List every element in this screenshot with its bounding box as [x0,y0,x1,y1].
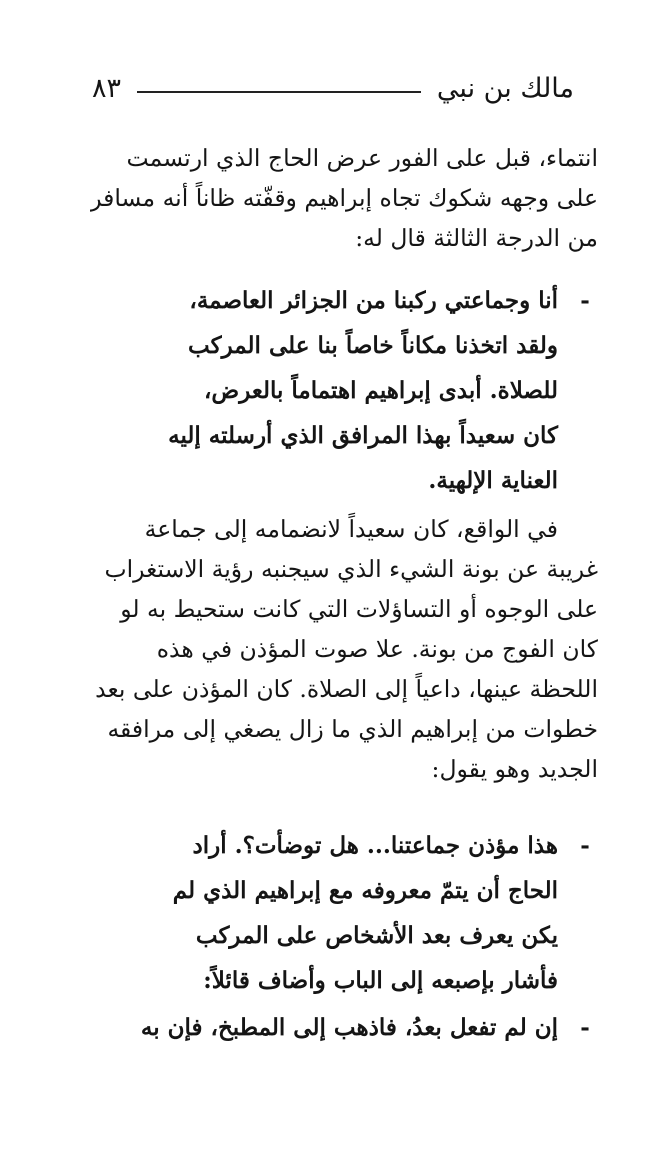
paragraph-line: على وجهه شكوك تجاه إبراهيم وقفّته ظاناً أنه مسافر [90,184,598,212]
paragraph-line: انتماء، قبل على الفور عرض الحاج الذي ارتسمت [126,144,598,172]
paragraph-line: على الوجوه أو التساؤلات التي كانت ستحيط به لو [120,595,598,623]
quote-line-text: يكن يعرف بعد الأشخاص على المركب [195,922,558,949]
quote-line-text: ولقد اتخذنا مكاناً خاصاً بنا على المركب [188,332,558,359]
header-rule [137,91,421,93]
running-title: مالك بن نبي [436,72,574,104]
paragraph-line: من الدرجة الثالثة قال له: [355,224,598,252]
quote-line-text: الحاج أن يتمّ معروفه مع إبراهيم الذي لم [172,877,558,904]
quote-line [90,1005,598,1050]
dialogue-dash: - [580,287,590,314]
dialogue-quote-3 [90,1005,598,1050]
quote-line [90,278,598,323]
paragraph-line: اللحظة عينها، داعياً إلى الصلاة. كان المؤذن على بعد [95,675,598,703]
page-header [92,68,574,108]
quote-line-text: للصلاة. أبدى إبراهيم اهتماماً بالعرض، [203,377,558,404]
quote-line [90,413,598,458]
dialogue-quote-1 [90,278,598,503]
dialogue-quote-2 [90,823,598,1003]
quote-line-text: العناية الإلهية. [428,467,558,494]
quote-line [90,913,598,958]
paragraph-line-text: في الواقع، كان سعيداً لانضمامه إلى جماعة [144,515,558,543]
page-number: ٨٣ [92,72,122,104]
quote-line [90,868,598,913]
paragraph-line: غريبة عن بونة الشيء الذي سيجنبه رؤية الاستغراب [104,555,598,583]
quote-line [90,323,598,368]
quote-line-text: أنا وجماعتي ركبنا من الجزائر العاصمة، [189,287,558,314]
quote-line-text: إن لم تفعل بعدُ، فاذهب إلى المطبخ، فإن به [140,1014,558,1041]
quote-line-text: هذا مؤذن جماعتنا... هل توضأت؟. أراد [192,832,558,859]
quote-line-text: فأشار بإصبعه إلى الباب وأضاف قائلاً: [203,967,558,994]
paragraph-line: خطوات من إبراهيم الذي ما زال يصغي إلى مرافقه [107,715,598,743]
quote-line [90,958,598,1003]
paragraph-2 [90,509,598,789]
quote-line [90,458,598,503]
quote-line [90,368,598,413]
paragraph-1 [90,138,598,258]
paragraph-line: الجديد وهو يقول: [431,755,598,783]
paragraph-line: كان الفوج من بونة. علا صوت المؤذن في هذه [156,635,598,663]
quote-line [90,823,598,868]
dialogue-dash: - [580,1014,590,1041]
quote-line-text: كان سعيداً بهذا المرافق الذي أرسلته إليه [168,422,558,449]
dialogue-dash: - [580,832,590,859]
paragraph-line [90,509,598,549]
